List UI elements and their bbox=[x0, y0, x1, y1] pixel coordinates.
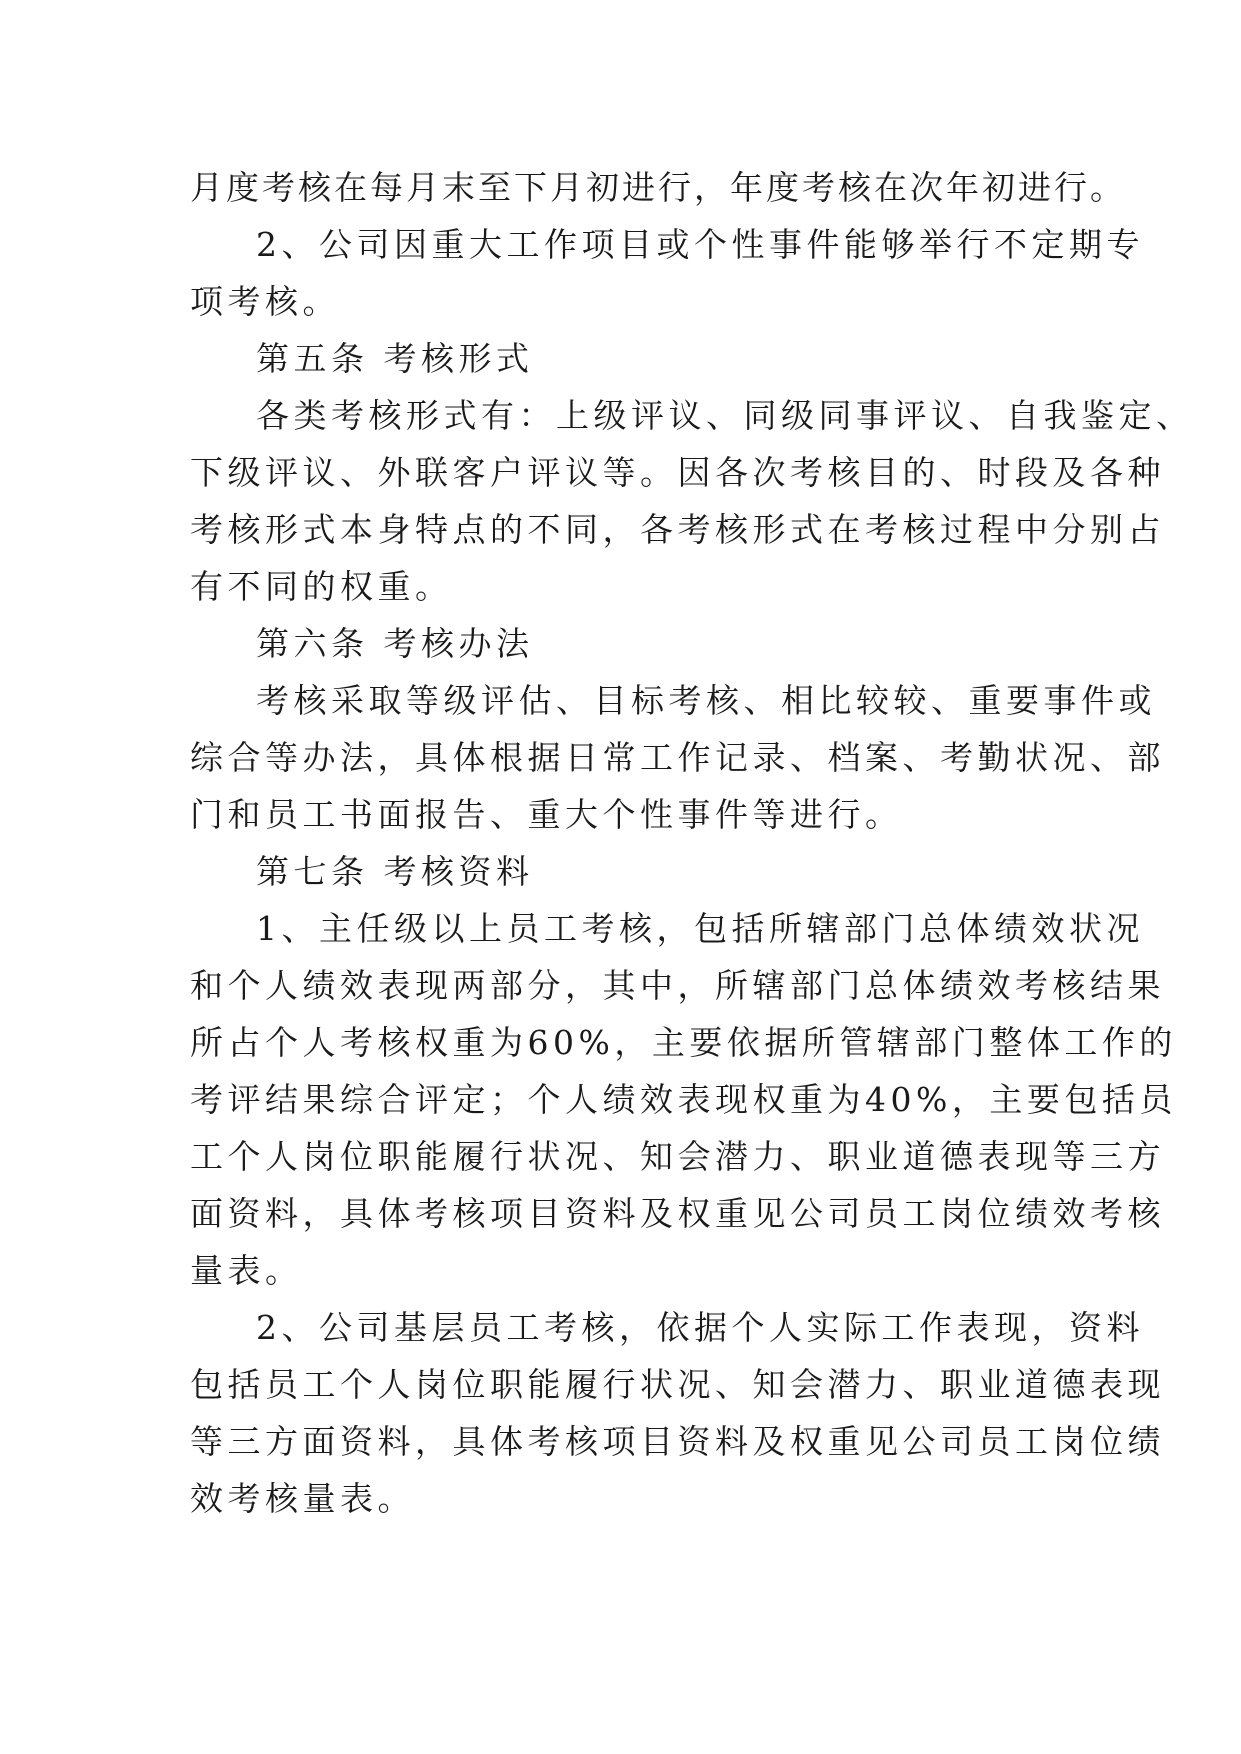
text-line: 等三方面资料，具体考核项目资料及权重见公司员工岗位绩 bbox=[190, 1422, 1165, 1461]
text-line: 考评结果综合评定；个人绩效表现权重为40%，主要包括员 bbox=[190, 1080, 1177, 1119]
text-line: 有不同的权重。 bbox=[190, 567, 453, 606]
section-heading: 第七条 考核资料 bbox=[256, 852, 534, 891]
text-line: 项考核。 bbox=[190, 282, 340, 321]
text-line: 月度考核在每月末至下月初进行，年度考核在次年初进行。 bbox=[190, 168, 1126, 207]
text-line: 所占个人考核权重为60%，主要依据所管辖部门整体工作的 bbox=[190, 1023, 1177, 1062]
text-line: 工个人岗位职能履行状况、知会潜力、职业道德表现等三方 bbox=[190, 1137, 1165, 1176]
text-line: 各类考核形式有：上级评议、同级同事评议、自我鉴定、 bbox=[256, 396, 1194, 435]
text-line: 2、公司因重大工作项目或个性事件能够举行不定期专 bbox=[256, 225, 1144, 264]
text-line: 面资料，具体考核项目资料及权重见公司员工岗位绩效考核 bbox=[190, 1194, 1165, 1233]
text-line: 量表。 bbox=[190, 1251, 303, 1290]
text-line: 下级评议、外联客户评议等。因各次考核目的、时段及各种 bbox=[190, 453, 1165, 492]
section-heading: 第五条 考核形式 bbox=[256, 339, 534, 378]
text-line: 包括员工个人岗位职能履行状况、知会潜力、职业道德表现 bbox=[190, 1365, 1165, 1404]
text-line: 和个人绩效表现两部分，其中，所辖部门总体绩效考核结果 bbox=[190, 966, 1165, 1005]
text-line: 门和员工书面报告、重大个性事件等进行。 bbox=[190, 795, 903, 834]
text-line: 1、主任级以上员工考核，包括所辖部门总体绩效状况 bbox=[256, 909, 1144, 948]
text-line: 考核形式本身特点的不同，各考核形式在考核过程中分别占 bbox=[190, 510, 1165, 549]
text-line: 综合等办法，具体根据日常工作记录、档案、考勤状况、部 bbox=[190, 738, 1165, 777]
text-line: 效考核量表。 bbox=[190, 1479, 415, 1518]
section-heading: 第六条 考核办法 bbox=[256, 624, 534, 663]
text-line: 考核采取等级评估、目标考核、相比较较、重要事件或 bbox=[256, 681, 1156, 720]
text-line: 2、公司基层员工考核，依据个人实际工作表现，资料 bbox=[256, 1308, 1144, 1347]
